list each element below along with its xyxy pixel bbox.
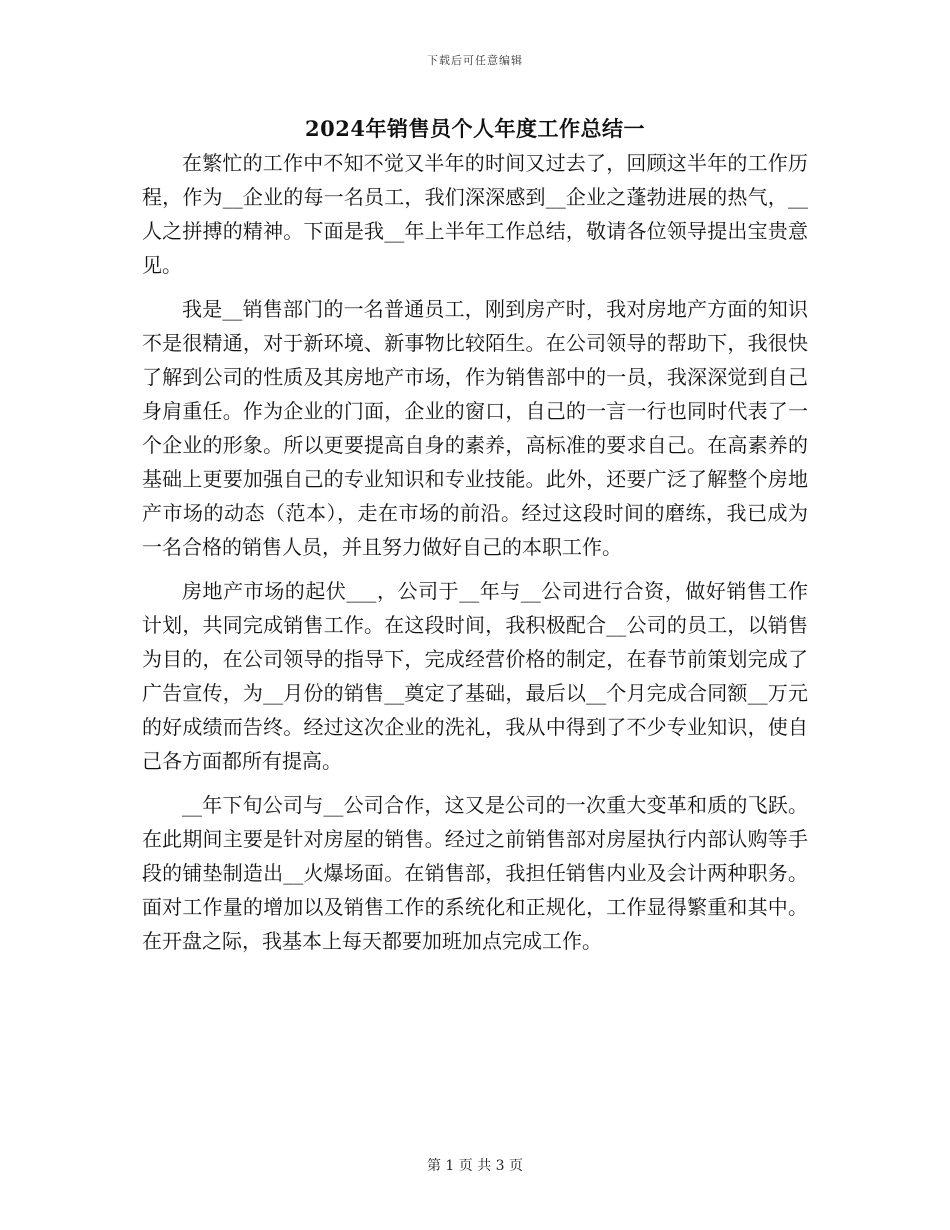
- document-title: 2024年销售员个人年度工作总结一: [305, 116, 645, 141]
- page-header: 下载后可任意编辑: [427, 54, 523, 67]
- paragraph-3: 房地产市场的起伏___，公司于__年与__公司进行合资，做好销售工作计划，共同完成销售工作。在这段时间，我积极配合__公司的员工，以销售为目的，在公司领导的指导下，完成经营价格的制定，在春节前策划完成了广告宣传，为__月份的销售__奠定了基础，最后以__个月完成合同额__万元的好成绩而告终。经过这次企业的洗礼，我从中得到了不少专业知识，使自己各方面都所有提高。: [142, 579, 808, 773]
- paragraph-4: __年下旬公司与__公司合作，这又是公司的一次重大变革和质的飞跃。在此期间主要是针对房屋的销售。经过之前销售部对房屋执行内部认购等手段的铺垫制造出__火爆场面。在销售部，我担任销售内业及会计两种职务。面对工作量的增加以及销售工作的系统化和正规化，工作显得繁重和其中。在开盘之际，我基本上每天都要加班加点完成工作。: [142, 793, 808, 953]
- document-body: [142, 146, 808, 968]
- paragraph-1: 在繁忙的工作中不知不觉又半年的时间又过去了，回顾这半年的工作历程，作为__企业的每一名员工，我们深深感到__企业之蓬勃进展的热气，__人之拼搏的精神。下面是我__年上半年工作总结，敬请各位领导提出宝贵意见。: [142, 151, 808, 277]
- paragraph-2: 我是__销售部门的一名普通员工，刚到房产时，我对房地产方面的知识不是很精通，对于新环境、新事物比较陌生。在公司领导的帮助下，我很快了解到公司的性质及其房地产市场，作为销售部中的一员，我深深觉到自己身肩重任。作为企业的门面，企业的窗口，自己的一言一行也同时代表了一个企业的形象。所以更要提高自身的素养，高标准的要求自己。在高素养的基础上更要加强自己的专业知识和专业技能。此外，还要广泛了解整个房地产市场的动态（范本），走在市场的前沿。经过这段时间的磨练，我已成为一名合格的销售人员，并且努力做好自己的本职工作。: [142, 297, 808, 559]
- page-number: 第 1 页 共 3 页: [426, 1158, 524, 1174]
